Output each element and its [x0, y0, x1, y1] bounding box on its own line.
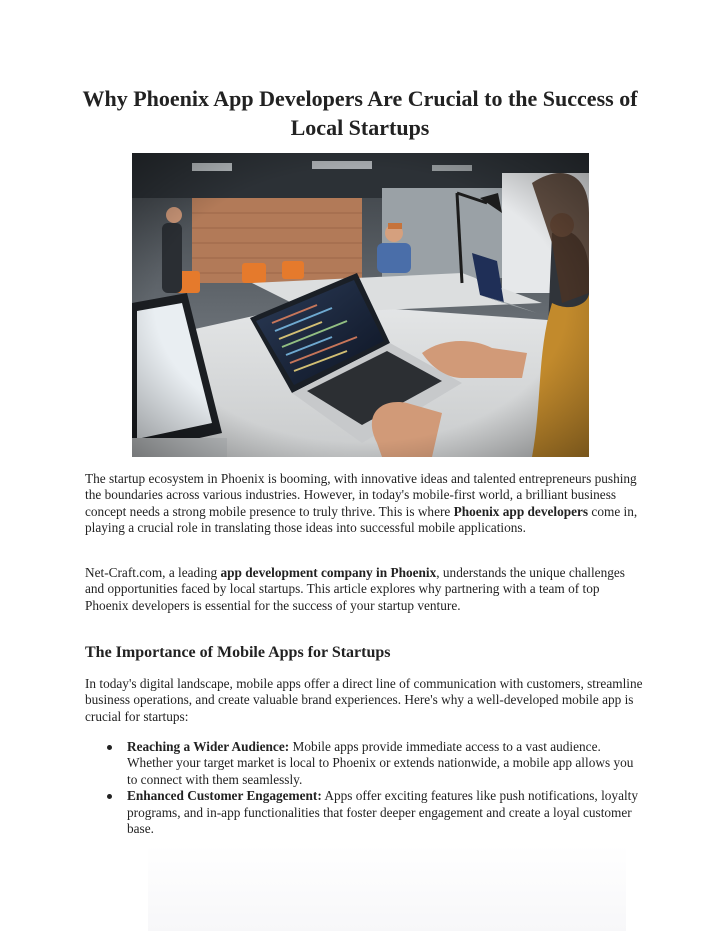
benefits-list — [85, 739, 645, 837]
list-item: Enhanced Customer Engagement: Apps offer exciting features like push notifications, loyalty programs, and in-app functionalities that foster deeper engagement and create a loyal customer base. — [85, 788, 645, 837]
intro-bold-phrase: Phoenix app developers — [453, 503, 589, 519]
bullet-icon — [107, 745, 112, 750]
hero-image — [132, 153, 589, 457]
section-intro-paragraph: In today's digital landscape, mobile apps offer a direct line of communication with customers, streamline business operations, and create valuable brand experiences. Here's why a well-developed mobile app is crucial for startups: — [85, 676, 643, 724]
office-coworking-photo-icon — [132, 153, 589, 457]
article-title: Why Phoenix App Developers Are Crucial to the Success of Local Startups — [82, 86, 638, 140]
bullet-icon — [107, 794, 112, 799]
intro-paragraph: The startup ecosystem in Phoenix is booming, with innovative ideas and talented entrepreneurs pushing the boundaries across various industries. However, in today's mobile-first world, a brilliant business concept needs a strong mobile presence to truly thrive. This is where Phoenix app developers come in, playing a crucial role in translating those ideas into successful mobile applications. — [85, 471, 638, 536]
company-bold-phrase: app development company in Phoenix — [220, 565, 437, 580]
section-heading: The Importance of Mobile Apps for Startups — [85, 644, 391, 661]
company-paragraph: Net-Craft.com, a leading app development company in Phoenix, understands the unique challenges and opportunities faced by local startups. This article explores why partnering with a team of top Phoenix developers is essential for the success of your startup venture. — [85, 565, 625, 613]
list-item: Reaching a Wider Audience: Mobile apps provide immediate access to a vast audience. Whether your target market is local to Phoenix or extends nationwide, a mobile app allows you to connect with them seamlessly. — [85, 739, 645, 788]
page-shade — [148, 845, 626, 931]
